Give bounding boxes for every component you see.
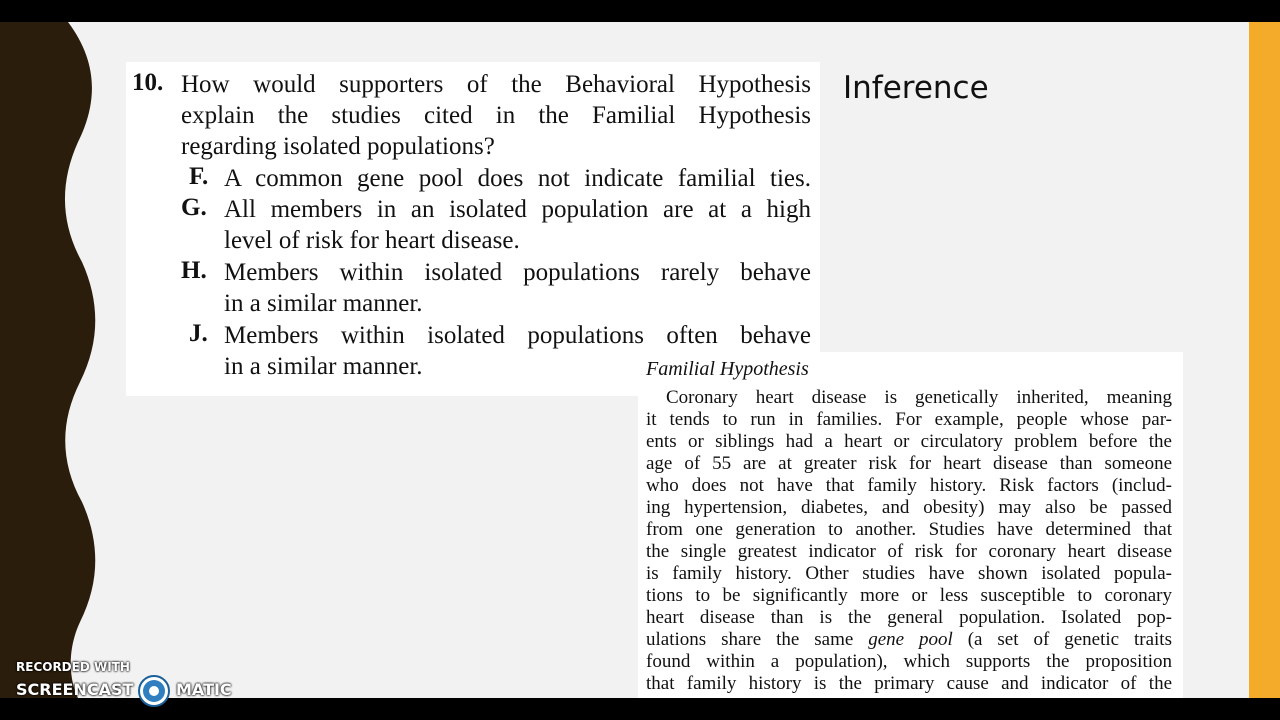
question-stem-line: regarding isolated populations?: [181, 133, 495, 160]
watermark-recorded-label: RECORDED WITH: [16, 660, 130, 674]
option-letter: F.: [189, 163, 209, 190]
record-icon: [137, 674, 171, 708]
option-text: Members within isolated populations often behave: [224, 322, 811, 349]
option-text: All members in an isolated population are at a high: [224, 196, 811, 223]
passage-card: [638, 352, 1183, 698]
passage-line: found within a population), which supports the proposition: [646, 651, 1172, 672]
wavy-border: [0, 22, 100, 698]
watermark-brand-left: SCREENCAST: [16, 680, 134, 699]
option-text: level of risk for heart disease.: [224, 227, 520, 254]
passage-line: ulations share the same gene pool (a set of genetic traits: [646, 629, 1172, 650]
question-stem-line: How would supporters of the Behavioral Hypothesis: [181, 71, 811, 98]
passage-line: ents or siblings had a heart or circulatory problem before the: [646, 431, 1172, 452]
question-number: 10.: [132, 69, 164, 96]
passage-line: tions to be significantly more or less susceptible to coronary: [646, 585, 1172, 606]
option-text: Members within isolated populations rarely behave: [224, 259, 811, 286]
passage-line: who does not have that family history. Risk factors (includ-: [646, 475, 1172, 496]
passage-line: is family history. Other studies have shown isolated popula-: [646, 563, 1172, 584]
option-text: in a similar manner.: [224, 290, 423, 317]
passage-line: Coronary heart disease is genetically inherited, meaning: [666, 387, 1172, 408]
passage-italic-term: gene pool: [868, 629, 953, 650]
passage-line: age of 55 are at greater risk for heart disease than someone: [646, 453, 1172, 474]
passage-line: from one generation to another. Studies have determined that: [646, 519, 1172, 540]
passage-line: that family history is the primary cause and indicator of the: [646, 673, 1172, 694]
screencast-watermark: [16, 658, 246, 714]
watermark-brand-right: MATIC: [176, 680, 232, 699]
question-stem-line: explain the studies cited in the Familial Hypothesis: [181, 102, 811, 129]
option-letter: G.: [181, 194, 207, 221]
passage-line: the single greatest indicator of risk for coronary heart disease: [646, 541, 1172, 562]
letterbox-top: [0, 0, 1280, 22]
option-letter: J.: [189, 320, 208, 347]
question-card: [126, 62, 820, 396]
option-text: A common gene pool does not indicate familial ties.: [224, 165, 811, 192]
passage-line: ing hypertension, diabetes, and obesity) may also be passed: [646, 497, 1172, 518]
passage-heading: Familial Hypothesis: [646, 358, 809, 380]
option-text: in a similar manner.: [224, 353, 423, 380]
passage-line: heart disease than is the general population. Isolated pop-: [646, 607, 1172, 628]
slide-title: Inference: [843, 70, 989, 106]
option-letter: H.: [181, 257, 207, 284]
slide: [0, 22, 1280, 698]
passage-line: it tends to run in families. For example, people whose par-: [646, 409, 1172, 430]
accent-bar: [1249, 22, 1280, 698]
